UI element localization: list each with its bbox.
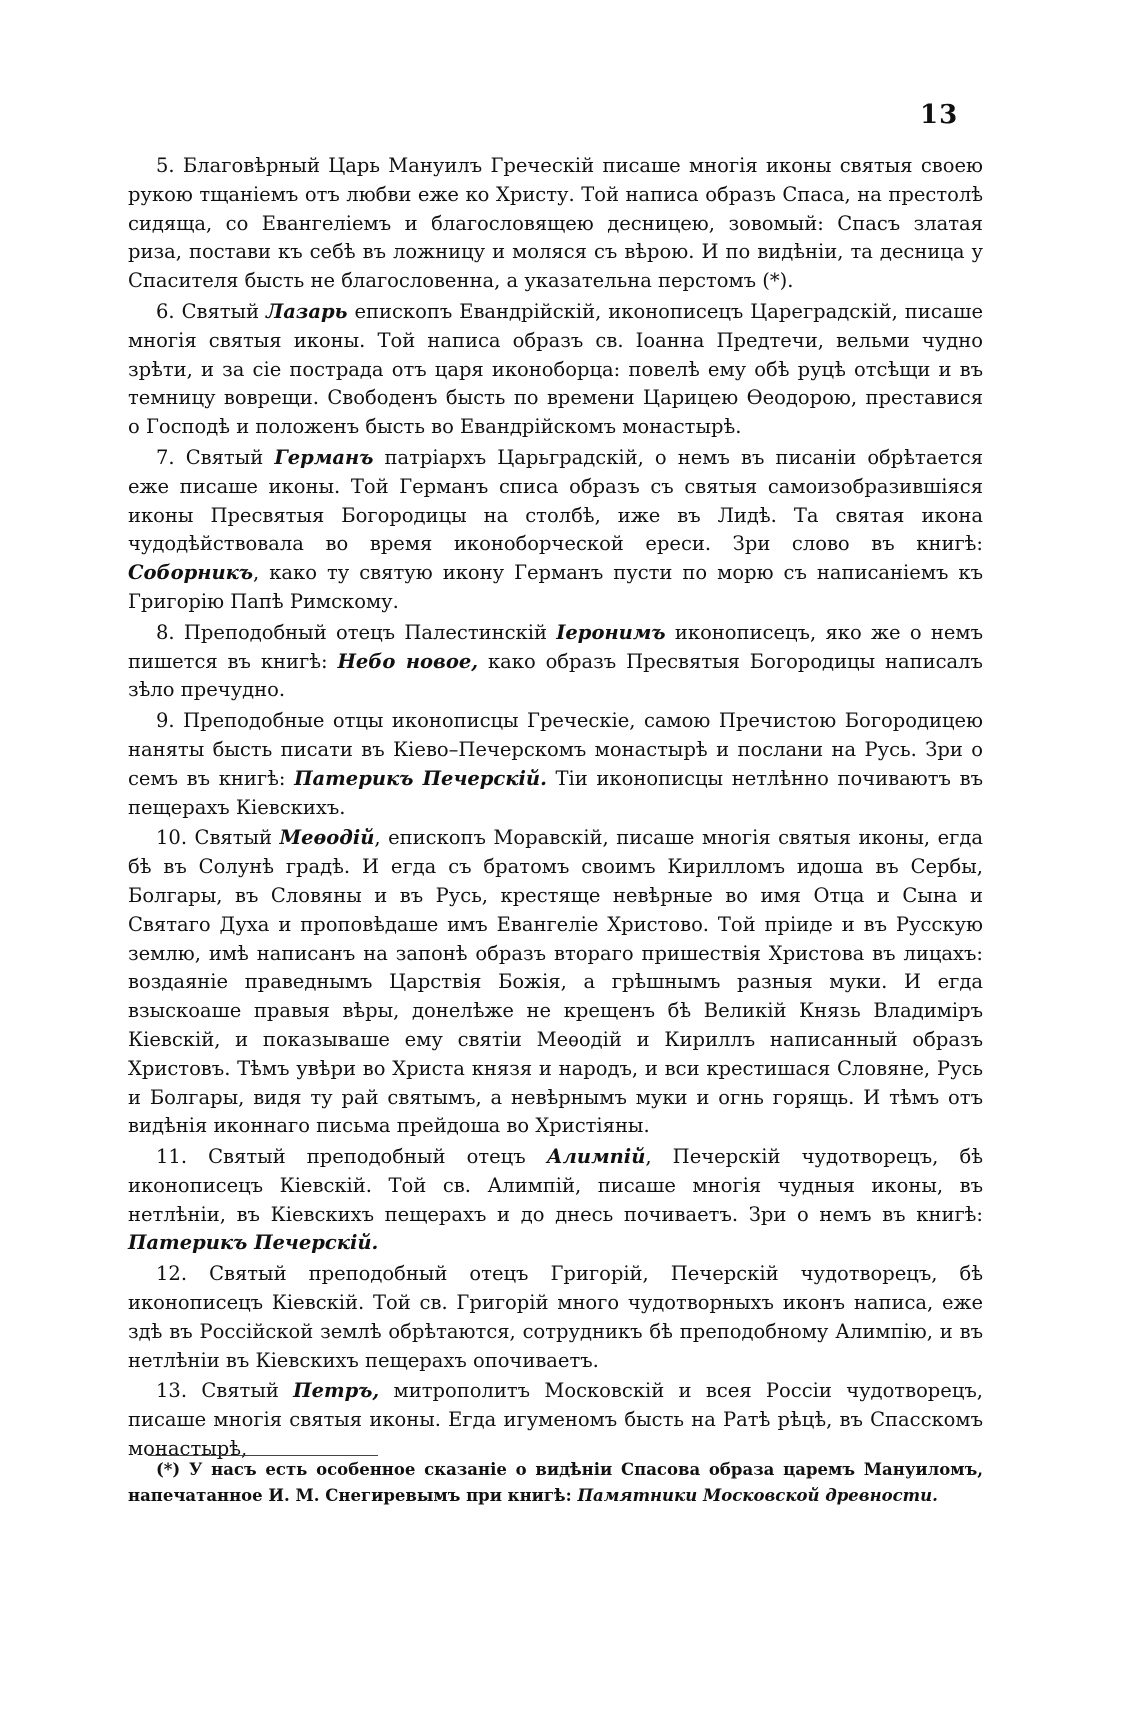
saint-name: Іеронимъ bbox=[556, 620, 666, 644]
book-title: Патерикъ Печерскій. bbox=[294, 766, 547, 790]
saint-name: Алимпій bbox=[546, 1145, 646, 1169]
paragraph-9: 9. Преподобные отцы иконописцы Греческіе, самою Пречистою Богородицею наняты бысть писати въ Кіево–Печерскомъ монастырѣ и послани на Русь. Зри о семъ въ книгѣ: Патерикъ Печерскій. Тіи иконописцы нетлѣнно почиваютъ въ пещерахъ Кіевскихъ. bbox=[128, 709, 983, 819]
paragraph-7: 7. Святый Германъ патріархъ Царьградскій, о немъ въ писаніи обрѣтается еже писаше иконы. Той Германъ списа образъ съ святыя самоизобразившіяся иконы Пресвятыя Богородицы на столбѣ, иже въ Лидѣ. Та святая икона чудодѣйствовала во время иконоборческой ереси. Зри слово въ книгѣ: Соборникъ, како ту святую икону Германъ пусти по морю съ написаніемъ къ Григорію Папѣ Римскому. bbox=[128, 445, 983, 613]
paragraph-6: 6. Святый Лазарь епископъ Евандрійскій, иконописецъ Цареградскій, писаше многія святыя иконы. Той написа образъ св. Іоанна Предтечи, вельми чудно зрѣти, и за сіе пострада отъ царя иконоборца: повелѣ ему обѣ руцѣ отсѣщи и въ темницу воврещи. Свободенъ бысть по времени Царицею Ѳеодорою, преставися о Господѣ и положенъ бысть во Евандрійскомъ монастырѣ. bbox=[128, 299, 983, 439]
footnote bbox=[128, 1457, 983, 1509]
paragraph-11: 11. Святый преподобный отецъ Алимпій, Печерскій чудотворецъ, бѣ иконописецъ Кіевскій. Той св. Алимпій, писаше многія чудныя иконы, въ нетлѣніи, въ Кіевскихъ пещерахъ и до днесь почиваетъ. Зри о немъ въ книгѣ: Патерикъ Печерскій. bbox=[128, 1145, 983, 1255]
paragraph-13: 13. Святый Петръ, митрополитъ Московскій и всея Россіи чудотворецъ, писаше многія святыя иконы. Егда игуменомъ бысть на Ратѣ рѣцѣ, въ Спасскомъ монастырѣ, bbox=[128, 1379, 983, 1461]
footnote-text: (*) У насъ есть особенное сказаніе о видѣніи Спасова образа царемъ Мануиломъ, напечатанное И. М. Снегиревымъ при книгѣ: Памятники Московской древности. bbox=[128, 1460, 983, 1505]
saint-name: Германъ bbox=[274, 445, 374, 469]
book-title: Небо новое, bbox=[337, 649, 479, 673]
paragraph-12: 12. Святый преподобный отецъ Григорій, Печерскій чудотворецъ, бѣ иконописецъ Кіевскій. Той св. Григорій много чудотворныхъ иконъ написа, еже здѣ въ Россійской землѣ обрѣтаются, сотрудникъ бѣ преподобному Алимпію, и въ нетлѣніи въ Кіевскихъ пещерахъ опочиваетъ. bbox=[128, 1262, 983, 1372]
book-title: Патерикъ Печерскій. bbox=[128, 1231, 379, 1255]
book-title: Памятники Московской древности. bbox=[577, 1486, 938, 1505]
saint-name: Лазарь bbox=[266, 299, 348, 323]
page-number: 13 bbox=[920, 100, 959, 130]
paragraph-10: 10. Святый Меѳодій, епископъ Моравскій, писаше многія святыя иконы, егда бѣ въ Солунѣ градѣ. И егда съ братомъ своимъ Кирилломъ идоша въ Сербы, Болгары, въ Словяны и въ Русь, крестяще невѣрные во имя Отца и Сына и Святаго Духа и проповѣдаше имъ Евангеліе Христово. Той пріиде и въ Русскую землю, имѣ написанъ на запонѣ образъ втораго пришествія Христова въ лицахъ: воздаяніе праведнымъ Царствія Божія, а грѣшнымъ разныя муки. И егда взыскоаше правыя вѣры, донелѣже не крещенъ бѣ Великій Князь Владиміръ Кіевскій, и показываше ему святіи Меѳодій и Кириллъ написанный образъ Христовъ. Тѣмъ увѣри во Христа князя и народъ, и вси крестишася Словяне, Русь и Болгары, видя ту рай святымъ, а невѣрнымъ муки и огнь горящь. И тѣмъ отъ видѣнія иконнаго письма прейдоша во Христіяны. bbox=[128, 826, 984, 1138]
paragraph-5: 5. Благовѣрный Царь Мануилъ Греческій писаше многія иконы святыя своею рукою тщаніемъ отъ любви еже ко Христу. Той написа образъ Спаса, на престолѣ сидяща, со Евангеліемъ и благословящею десницею, зовомый: Спасъ златая риза, постави къ себѣ въ ложницу и моляся съ вѣрою. И по видѣніи, та десница у Спасителя бысть не благословенна, а указательна перстомъ (*). bbox=[128, 154, 983, 293]
book-title: Соборникъ bbox=[128, 561, 254, 585]
paragraph-8: 8. Преподобный отецъ Палестинскій Іеронимъ иконописецъ, яко же о немъ пишется въ книгѣ: Небо новое, како образъ Пресвятыя Богородицы написалъ зѣло пречудно. bbox=[128, 620, 983, 702]
footnote-divider bbox=[148, 1455, 378, 1456]
saint-name: Меѳодій bbox=[279, 826, 375, 850]
saint-name: Петръ, bbox=[293, 1379, 380, 1403]
main-text bbox=[128, 152, 983, 1466]
